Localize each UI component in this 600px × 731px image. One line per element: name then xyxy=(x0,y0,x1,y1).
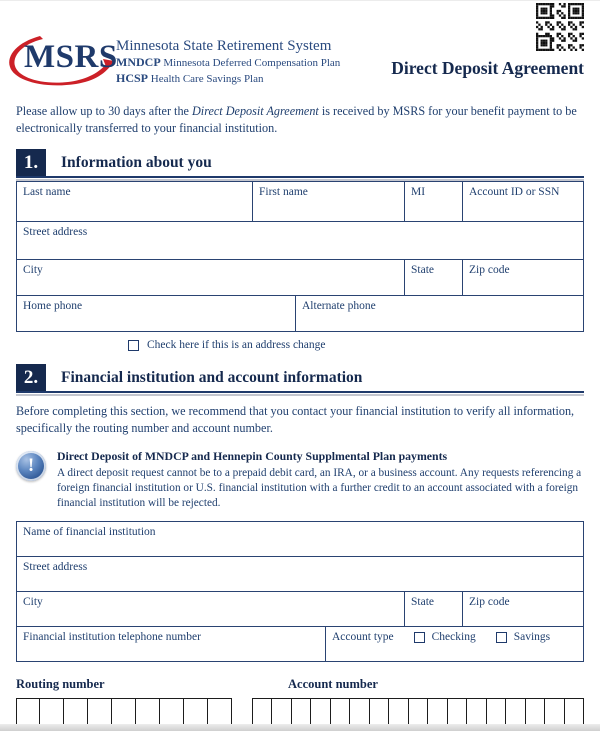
form-header xyxy=(16,1,584,93)
section2-header xyxy=(16,364,584,391)
intro-italic: Direct Deposit Agreement xyxy=(192,104,319,118)
home-phone-field[interactable] xyxy=(17,296,296,331)
table-row xyxy=(17,557,583,592)
msrs-acronym: MSRS xyxy=(24,39,118,75)
checking-checkbox[interactable] xyxy=(414,632,425,643)
routing-number-label: Routing number xyxy=(16,676,105,691)
alternate-phone-field[interactable] xyxy=(296,296,583,331)
section2-title: Financial institution and account information xyxy=(61,368,363,386)
field-label: City xyxy=(23,264,43,277)
account-number-group xyxy=(252,677,584,731)
plan-name: Health Care Savings Plan xyxy=(150,73,264,85)
section1-rule xyxy=(16,176,584,178)
field-label: MI xyxy=(411,186,426,199)
last-name-field[interactable] xyxy=(17,182,253,221)
field-label: Last name xyxy=(23,186,71,199)
field-label: First name xyxy=(259,186,308,199)
table-row xyxy=(17,222,583,260)
field-label: State xyxy=(411,264,434,277)
plan-name: Minnesota Deferred Compensation Plan xyxy=(163,57,341,70)
msrs-logo-text xyxy=(116,35,340,89)
note-body: A direct deposit request cannot be to a prepaid debit card, an IRA, or a business account. Any requests referencing a foreign financial institution or U.S. financial institution with a further credit to an account associated with a foreign financial institution will be rejected. xyxy=(57,466,582,509)
plan-abbr: MNDCP xyxy=(116,55,161,70)
table-row xyxy=(17,260,583,296)
account-id-field[interactable] xyxy=(463,182,583,221)
field-label: Street address xyxy=(23,560,88,573)
intro-before: Please allow up to 30 days after the xyxy=(16,104,192,118)
field-label: Alternate phone xyxy=(302,300,376,313)
account-type-label: Account type xyxy=(332,630,394,643)
city-field[interactable] xyxy=(17,260,405,295)
institution-street-field[interactable] xyxy=(17,557,583,591)
table-row xyxy=(17,522,583,557)
field-label: Street address xyxy=(23,226,88,239)
info-note xyxy=(16,449,584,511)
section2-intro: Before completing this section, we recommend that you contact your financial institution to verify all information, specifically the routing number and account number. xyxy=(16,404,575,435)
table-row xyxy=(17,627,583,661)
note-title: Direct Deposit of MNDCP and Hennepin County Supplmental Plan payments xyxy=(57,448,448,463)
savings-option xyxy=(496,631,550,643)
alert-icon: ! xyxy=(16,451,46,481)
address-change-checkbox[interactable] xyxy=(128,340,139,351)
plan-line-hcsp xyxy=(116,71,340,87)
routing-number-group xyxy=(16,677,232,731)
section1-header xyxy=(16,149,584,176)
note-text xyxy=(57,449,584,511)
intro-after: is received by MSRS for your benefit payment to be electronically transferred to your financial institution. xyxy=(16,104,577,135)
field-label: Financial institution telephone number xyxy=(23,630,201,643)
institution-state-field[interactable] xyxy=(405,592,463,626)
plan-abbr: HCSP xyxy=(116,71,149,85)
institution-phone-field[interactable] xyxy=(17,627,326,661)
table-row xyxy=(17,182,583,222)
first-name-field[interactable] xyxy=(253,182,405,221)
institution-name-field[interactable] xyxy=(17,522,583,556)
intro-paragraph xyxy=(16,103,584,136)
field-label: Account ID or SSN xyxy=(469,186,560,199)
table-row xyxy=(17,296,583,331)
msrs-logo xyxy=(16,35,340,89)
account-type-field xyxy=(326,627,583,661)
address-change-label: Check here if this is an address change xyxy=(147,339,326,352)
field-label: Zip code xyxy=(469,264,510,277)
checking-option xyxy=(414,631,476,643)
field-label: City xyxy=(23,595,43,608)
field-label: Home phone xyxy=(23,300,83,313)
header-right xyxy=(391,3,584,79)
personal-info-table xyxy=(16,181,584,332)
numbers-section xyxy=(16,677,584,731)
savings-checkbox[interactable] xyxy=(496,632,507,643)
section1-number: 1. xyxy=(16,149,46,176)
section2-rule xyxy=(16,391,584,393)
address-change-row xyxy=(128,339,584,351)
section1-title: Information about you xyxy=(61,153,212,171)
plan-line-mndcp xyxy=(116,55,340,71)
savings-label: Savings xyxy=(513,630,551,643)
org-name: Minnesota State Retirement System xyxy=(116,38,332,54)
zip-field[interactable] xyxy=(463,260,583,295)
table-row xyxy=(17,592,583,627)
mi-field[interactable] xyxy=(405,182,463,221)
institution-zip-field[interactable] xyxy=(463,592,583,626)
institution-city-field[interactable] xyxy=(17,592,405,626)
account-number-label: Account number xyxy=(288,676,378,691)
field-label: State xyxy=(411,595,434,608)
section2-number: 2. xyxy=(16,364,46,391)
checking-label: Checking xyxy=(431,630,476,643)
field-label: Zip code xyxy=(469,595,510,608)
state-field[interactable] xyxy=(405,260,463,295)
msrs-logo-mark xyxy=(16,35,118,89)
financial-institution-table xyxy=(16,521,584,662)
form-title: Direct Deposit Agreement xyxy=(391,58,584,78)
qr-code xyxy=(536,3,584,51)
street-address-field[interactable] xyxy=(17,222,583,259)
field-label: Name of financial institution xyxy=(23,525,156,538)
